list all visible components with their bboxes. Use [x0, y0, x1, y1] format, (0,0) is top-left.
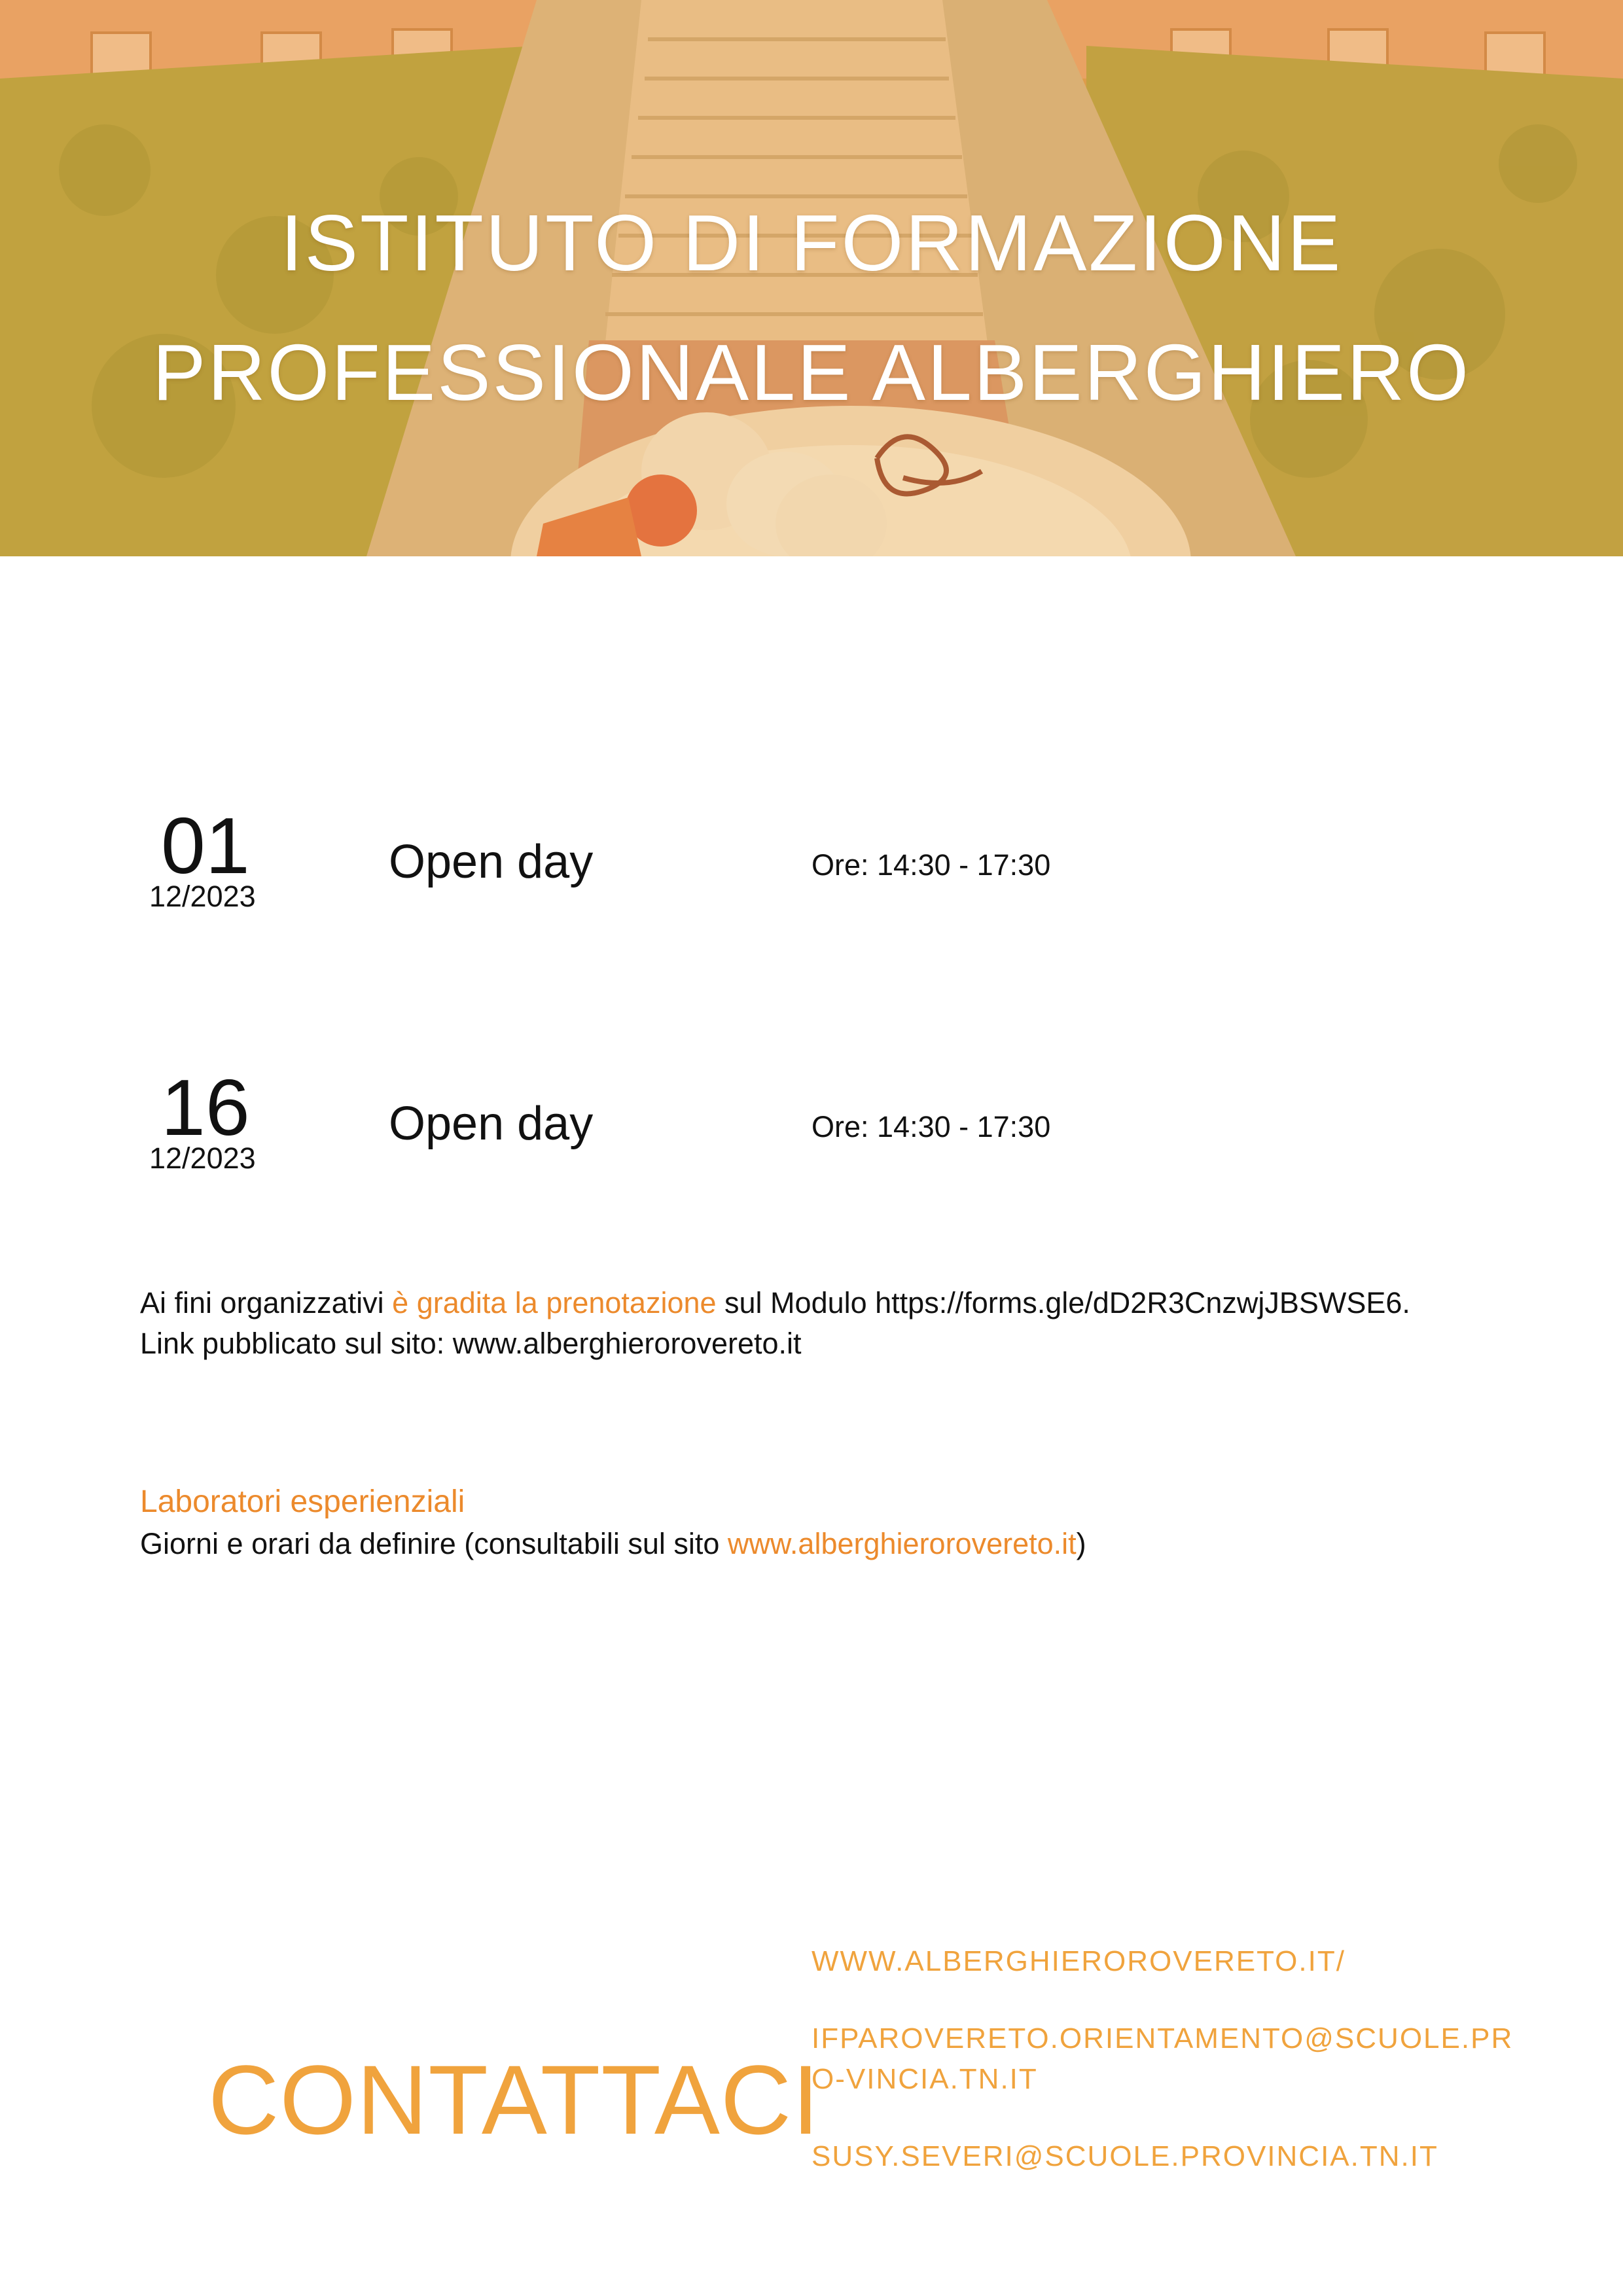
event-title: Open day: [389, 1098, 594, 1150]
orientation-email-link[interactable]: IFPAROVERETO.ORIENTAMENTO@SCUOLE.PRO-VINCIA.TN.IT: [812, 2022, 1514, 2095]
contact-email-link[interactable]: SUSY.SEVERI@SCUOLE.PROVINCIA.TN.IT: [812, 2140, 1438, 2172]
page-title: [0, 178, 1623, 437]
labs-text-suffix: ): [1076, 1527, 1086, 1560]
labs-text-prefix: Giorni e orari da definire (consultabili sul sito: [140, 1527, 728, 1560]
booking-line-2[interactable]: Link pubblicato sul sito: www.alberghierorovereto.it: [140, 1327, 802, 1360]
event-day: 16: [161, 1063, 250, 1152]
event-month-year: 12/2023: [149, 880, 256, 913]
booking-line-1: [140, 1283, 1514, 1323]
booking-prefix: Ai fini organizzativi: [140, 1286, 393, 1319]
event-month-year: 12/2023: [149, 1141, 256, 1175]
event-time: Ore: 14:30 - 17:30: [812, 848, 1051, 882]
event-day: 01: [161, 801, 250, 890]
booking-suffix[interactable]: sul Modulo https://forms.gle/dD2R3CnzwjJBSWSE6.: [716, 1286, 1410, 1319]
labs-website-link[interactable]: www.alberghierorovereto.it: [727, 1527, 1077, 1560]
labs-text: [140, 1524, 1514, 1564]
booking-info: [140, 1283, 1514, 1364]
title-line-2: PROFESSIONALE ALBERGHIERO: [152, 328, 1471, 417]
website-link[interactable]: WWW.ALBERGHIEROROVERETO.IT/: [812, 1945, 1346, 1977]
labs-section: [140, 1480, 1514, 1564]
event-title: Open day: [389, 836, 594, 888]
event-row: [0, 1063, 1623, 1199]
labs-title: Laboratori esperienziali: [140, 1484, 465, 1519]
contact-heading: CONTATTACI: [208, 2045, 820, 2155]
event-time: Ore: 14:30 - 17:30: [812, 1110, 1051, 1143]
title-line-1: ISTITUTO DI FORMAZIONE: [280, 198, 1343, 287]
booking-highlight: è gradita la prenotazione: [392, 1286, 717, 1319]
event-row: [0, 801, 1623, 937]
hero-banner: [0, 0, 1623, 556]
contact-list: [812, 1941, 1531, 2214]
